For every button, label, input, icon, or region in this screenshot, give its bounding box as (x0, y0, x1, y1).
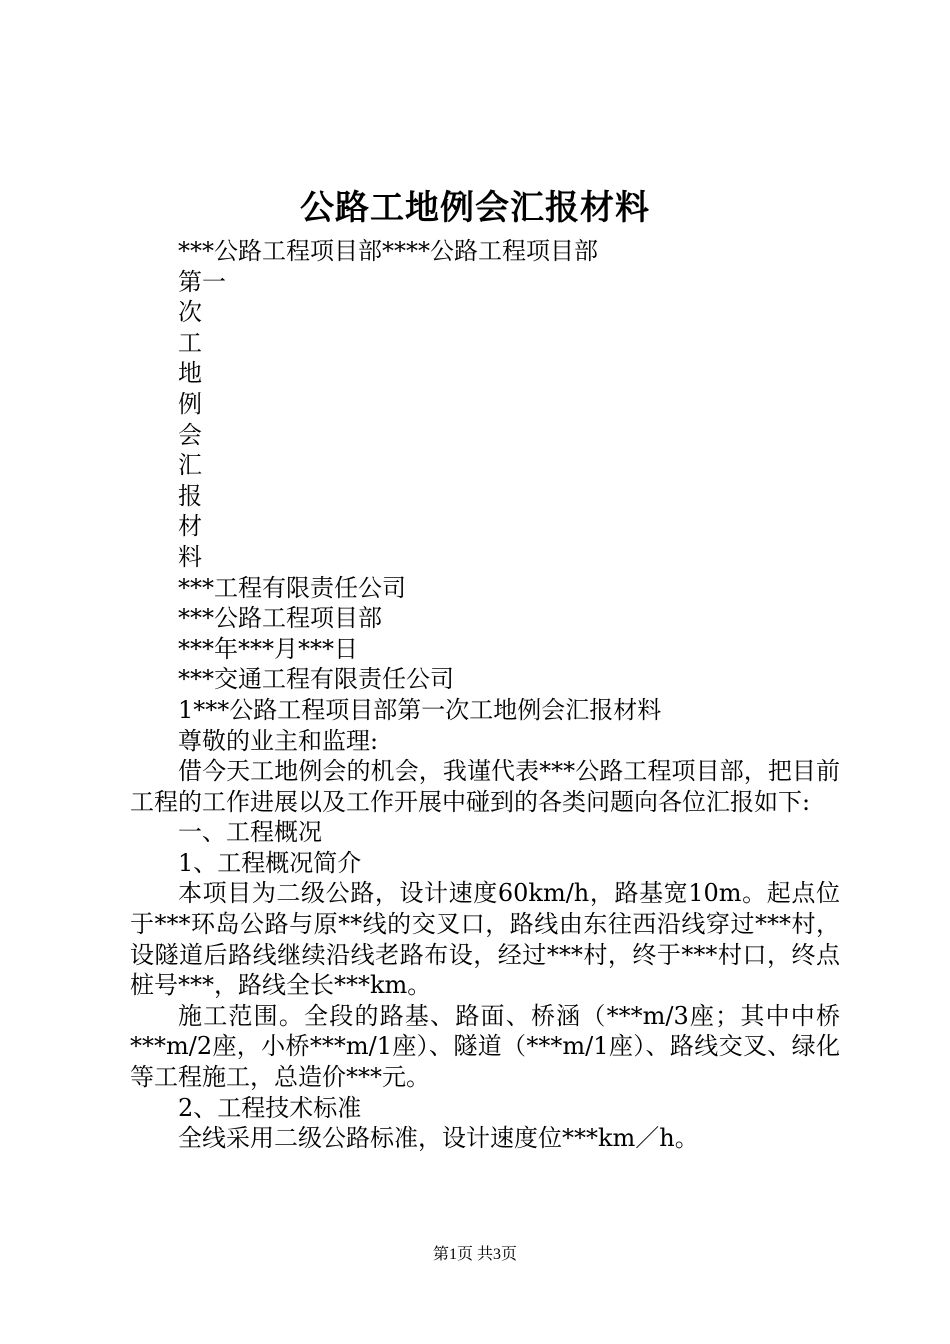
header-line: ***公路工程项目部****公路工程项目部 (178, 237, 598, 265)
header-line: 汇 (178, 451, 202, 480)
header-line: 第一 (178, 267, 226, 296)
header-line: 次 (178, 298, 202, 327)
header-line: 料 (178, 542, 202, 571)
subsection-heading: 2、工程技术标准 (178, 1093, 362, 1122)
company-name: ***交通工程有限责任公司 (178, 665, 454, 694)
section-heading: 一、工程概况 (178, 818, 322, 847)
subsection-heading: 1、工程概况简介 (178, 848, 362, 877)
paragraph: 全线采用二级公路标准，设计速度位***km／h。 (178, 1124, 699, 1153)
document-date: ***年***月***日 (178, 634, 358, 663)
header-line: 例 (178, 389, 202, 418)
page-footer: 第1页 共3页 (432, 1246, 517, 1263)
header-line: 地 (178, 359, 202, 388)
paragraph: 借今天工地例会的机会，我谨代表***公路工程项目部，把目前工程的工作进展以及工作开展中碰到的各类问题向各位汇报如下: (130, 757, 840, 816)
paragraph: 本项目为二级公路，设计速度60km/h，路基宽10m。起点位于***环岛公路与原**线的交叉口，路线由东往西沿线穿过***村，设隧道后路线继续沿线老路布设，经过***村，终于***村口，终点桩号***，路线全长***km。 (130, 879, 840, 1000)
salutation: 尊敬的业主和监理: (178, 726, 379, 755)
paragraph: 施工范围。全段的路基、路面、桥涵（***m/3座；其中中桥***m/2座，小桥***m/1座）、隧道（***m/1座）、路线交叉、绿化等工程施工，总造价***元。 (130, 1001, 840, 1092)
header-line: 会 (178, 420, 202, 449)
header-line: 工 (178, 328, 202, 357)
section-heading: 1***公路工程项目部第一次工地例会汇报材料 (178, 695, 662, 724)
company-name: ***工程有限责任公司 (178, 573, 406, 602)
header-line: 报 (178, 481, 202, 510)
document-title: 公路工地例会汇报材料 (300, 188, 650, 228)
document-body (130, 236, 840, 1154)
header-line: 材 (178, 512, 202, 541)
project-department: ***公路工程项目部 (178, 604, 382, 633)
